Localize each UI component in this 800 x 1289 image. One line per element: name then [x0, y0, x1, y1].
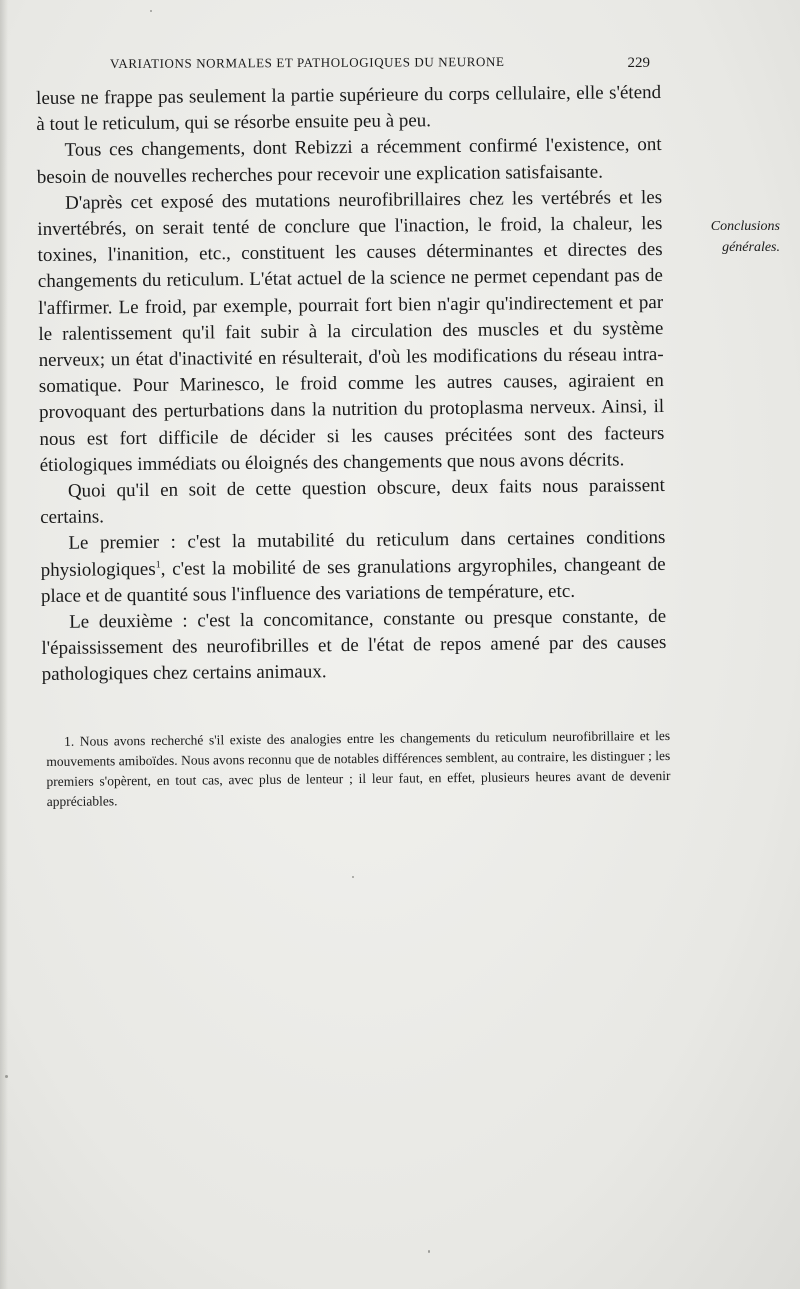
paragraph: Quoi qu'il en soit de cette question obscure, deux faits nous paraissent certains. [40, 475, 665, 529]
footnote [46, 726, 671, 812]
footnote-marker: 1 [155, 559, 161, 571]
footnote-text: 1. Nous avons recherché s'il existe des analogies entre les changements du reticulum neurofibrillaire et les mouvements amiboïdes. Nous avons reconnu que de notables différences semblent, au contraire, les distinguer ; les premiers s'opèrent, en tout cas, avec plus de lenteur ; il leur faut, en effet, plusieurs heures avant de devenir appréciables. [46, 728, 671, 809]
margin-note-line: Conclusions [710, 219, 780, 234]
margin-note [664, 216, 780, 258]
paragraph-text: , c'est la mobilité de ses granulations argyrophiles, changeant de place et de quantité sous l'influence des variations de température, etc. [40, 553, 666, 607]
paragraph: leuse ne frappe pas seulement la partie supérieure du corps cellulaire, elle s'étend à tout le reticulum, qui se résorbe ensuite peu à peu. [36, 82, 662, 136]
paragraph [40, 525, 666, 610]
page-edge-shadow [0, 0, 8, 1289]
paragraph: Tous ces changements, dont Rebizzi a récemment confirmé l'existence, ont besoin de nouvelles recherches pour recevoir une explication satisfaisante. [36, 134, 662, 188]
running-title: VARIATIONS NORMALES ET PATHOLOGIQUES DU NEURONE [109, 53, 505, 72]
main-text [36, 80, 667, 689]
paragraph-text: Le premier : c'est la mutabilité du reticulum dans certaines conditions physiologiques [40, 527, 666, 581]
paper-speck [428, 1250, 430, 1253]
page-number: 229 [627, 55, 650, 71]
paper-speck [150, 10, 152, 12]
margin-note-line: générales. [722, 240, 780, 255]
running-head [110, 55, 650, 72]
paragraph: D'après cet exposé des mutations neurofibrillaires chez les vertébrés et les invertébrés, on serait tenté de conclure que l'inaction, le froid, la chaleur, les toxines, l'inanition, etc., constituent les causes déterminantes et directes des changements du reticulum. L'état actuel de la science ne permet cependant pas de l'affirmer. Le froid, par exemple, pourrait fort bien n'agir qu'indirectement et par le ralentissement qu'il fait subir à la circulation des muscles et du système nerveux; un état d'inactivité en résulterait, d'où les modifications du réseau intra-somatique. Pour Marinesco, le froid comme les autres causes, agiraient en provoquant des perturbations dans la nutrition du protoplasma nerveux. Ainsi, il nous est fort difficile de décider si les causes précitées sont des facteurs étiologiques immédiats ou éloignés des changements que nous avons décrits. [37, 186, 665, 476]
paper-speck [5, 1075, 8, 1078]
paper-speck [352, 876, 354, 878]
paragraph: Le deuxième : c'est la concomitance, constante ou presque constante, de l'épaississement des neurofibrilles et de l'état de repos amené par des causes pathologiques chez certains animaux. [41, 606, 667, 686]
